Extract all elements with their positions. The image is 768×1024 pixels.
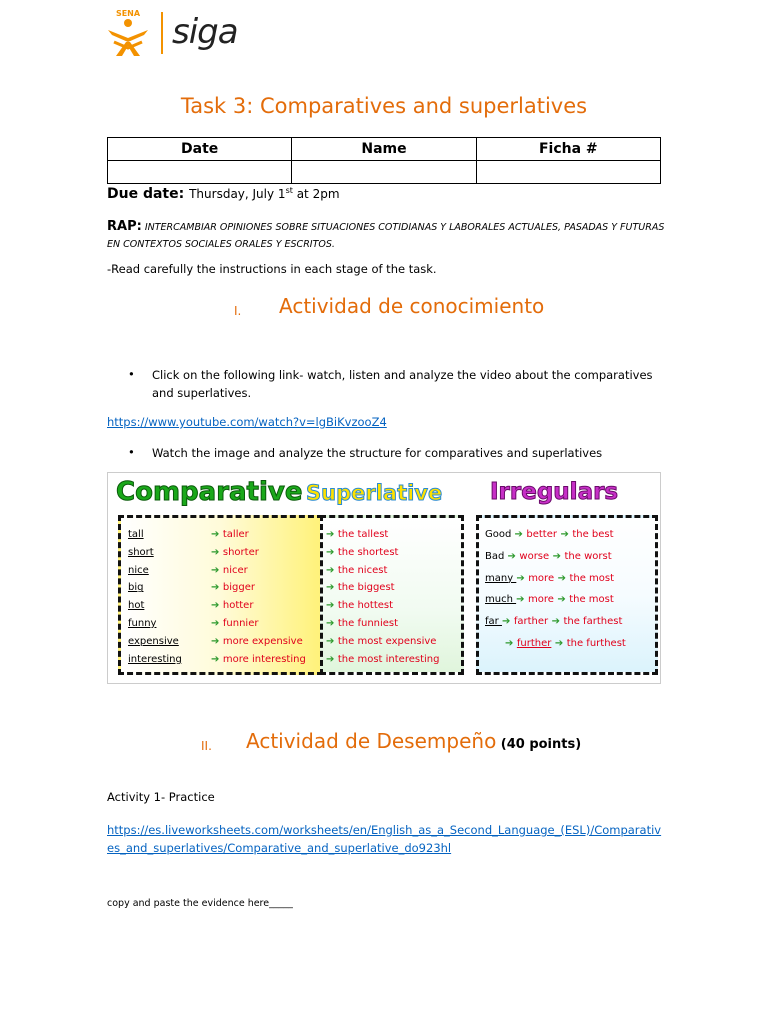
arrow-icon: ➔ [514,529,527,540]
irregular-base-word: much [485,594,517,606]
comparative-word: more expensive [222,635,303,647]
superlative-word: the most expensive [337,635,437,647]
superlative-form [326,636,436,647]
superlative-form [326,565,387,576]
section-1-number: I. [234,304,242,318]
arrow-icon: ➔ [549,550,565,562]
activity-1-label: Activity 1- Practice [107,790,215,804]
arrow-icon: ➔ [326,529,338,540]
superlative-word: the most interesting [337,653,440,665]
link-line-2[interactable]: es_and_superlatives/Comparative_and_superlative_do923hl [107,841,452,855]
irregular-superlative: the best [572,529,614,540]
sena-logo-text: SENA [115,9,141,18]
due-date-value: Thursday, July 1st at 2pm [189,186,340,201]
irregular-comparative: better [526,529,557,540]
logo-divider [161,12,163,54]
arrow-icon: ➔ [553,594,570,606]
arrow-icon: ➔ [326,618,338,629]
irregular-superlative: the furthest [566,638,626,649]
base-word: short [128,546,154,558]
irregular-row [505,638,626,649]
arrow-icon: ➔ [557,529,573,540]
irregular-comparative: worse [519,550,550,562]
irregular-superlative: the most [569,572,615,584]
irregular-comparative: further [516,638,552,649]
arrow-icon: ➔ [554,572,570,584]
arrow-icon: ➔ [211,582,223,594]
bullet-video-instruction: Click on the following link- watch, listen and analyze the video about the comparatives and superlatives. [152,368,653,400]
comparative-word: hotter [222,600,254,612]
siga-logo: siga [172,12,238,52]
comparative-form [211,565,248,576]
section-2-number: II. [201,739,212,753]
irregular-comparative: farther [513,616,549,628]
superlative-form [326,600,393,611]
base-word: interesting [128,653,182,665]
liveworksheets-link[interactable] [107,821,667,857]
irregular-superlative: the worst [564,550,612,562]
arrow-icon: ➔ [501,616,514,628]
comparative-word: nicer [222,564,248,576]
ficha-column-header: Ficha # [476,138,660,161]
irregular-row [485,573,614,584]
superlative-word: the biggest [337,582,395,594]
due-date-label: Due date: [107,186,185,202]
instructions-text: -Read carefully the instructions in each stage of the task. [107,262,437,276]
ficha-cell[interactable] [476,161,660,184]
date-cell[interactable] [108,161,292,184]
superlative-word: the tallest [337,529,389,540]
superlative-form [326,654,439,665]
comparative-form [211,529,249,540]
irregular-row [485,529,614,540]
copy-evidence-text: copy and paste the evidence here_____ [107,898,293,909]
arrow-icon: ➔ [326,653,338,665]
superlative-header: Superlative [306,481,443,505]
irregulars-header: Irregulars [490,479,619,505]
comparative-word: bigger [222,582,255,594]
irregular-superlative: the most [569,594,614,606]
student-info-table [107,137,661,184]
arrow-icon: ➔ [211,618,223,629]
comparative-form [211,600,253,611]
comparative-word: more interesting [222,653,306,665]
link-line-1[interactable]: https://es.liveworksheets.com/worksheets/en/English_as_a_Second_Language_(ESL)/Comparativ [107,823,662,837]
comparative-form [211,618,258,629]
page-title: Task 3: Comparatives and superlatives [180,94,588,118]
arrow-icon: ➔ [326,582,338,594]
superlative-word: the shortest [337,546,399,558]
rap-text: INTERCAMBIAR OPINIONES SOBRE SITUACIONES COTIDIANAS Y LABORALES ACTUALES, PASADAS Y FUTURAS EN CONTEXTOS SOCIALES ORALES Y ESCRITOS. [107,222,665,250]
due-date [107,186,340,202]
comparative-word: shorter [222,546,259,558]
arrow-icon: ➔ [516,594,528,606]
comparative-base-word [128,565,149,576]
rap-label: RAP: [107,219,142,234]
superlative-word: the hottest [337,600,394,612]
comparative-base-word [128,600,144,611]
superlative-form [326,547,398,558]
arrow-icon: ➔ [548,616,564,628]
irregular-superlative: the farthest [563,616,623,628]
youtube-link[interactable]: https://www.youtube.com/watch?v=lgBiKvzooZ4 [107,415,387,429]
arrow-icon: ➔ [211,546,223,558]
base-word: tall [128,529,144,540]
superlative-form [326,582,395,593]
bullet-image-instruction: Watch the image and analyze the structure for comparatives and superlatives [152,446,603,460]
base-word: hot [128,600,145,612]
section-2-title: Actividad de Desempeño [246,729,497,753]
comparative-form [211,547,259,558]
bullet-icon: • [128,367,135,381]
superlative-form [326,529,388,540]
comparative-word: funnier [222,618,259,629]
irregular-row [485,594,614,605]
comparative-word: taller [222,529,249,540]
grammar-chart-image [107,472,661,684]
arrow-icon: ➔ [326,546,338,558]
arrow-icon: ➔ [211,600,223,612]
comparative-base-word [128,654,182,665]
irregular-row [485,551,612,562]
irregular-comparative: more [527,594,554,606]
base-word: big [128,582,144,594]
name-cell[interactable] [292,161,476,184]
arrow-icon: ➔ [505,638,517,649]
comparative-base-word [128,547,154,558]
comparative-base-word [128,529,144,540]
section-2-points: (40 points) [500,737,582,752]
base-word: expensive [128,635,179,647]
arrow-icon: ➔ [211,564,223,576]
comparative-base-word [128,582,143,593]
name-column-header: Name [292,138,476,161]
base-word: funny [128,618,157,629]
rap-paragraph [107,218,667,253]
irregular-base-word: far [485,616,502,628]
date-column-header: Date [108,138,292,161]
arrow-icon: ➔ [326,564,338,576]
comparative-base-word [128,636,179,647]
arrow-icon: ➔ [211,635,223,647]
irregular-row [485,616,622,627]
superlative-word: the funniest [337,618,399,629]
sena-logo-icon [104,8,152,58]
arrow-icon: ➔ [326,635,338,647]
arrow-icon: ➔ [507,550,520,562]
irregular-base-word: many [485,572,517,584]
irregular-comparative: more [528,572,555,584]
comparative-base-word [128,618,156,629]
section-1-title: Actividad de conocimiento [279,294,545,318]
arrow-icon: ➔ [326,600,338,612]
comparative-form [211,636,303,647]
arrow-icon: ➔ [211,529,223,540]
irregular-base-word: Good [485,529,515,540]
bullet-icon: • [128,445,135,459]
comparative-form [211,654,306,665]
comparative-form [211,582,255,593]
arrow-icon: ➔ [211,653,223,665]
base-word: nice [128,564,149,576]
arrow-icon: ➔ [516,572,529,584]
superlative-form [326,618,398,629]
arrow-icon: ➔ [551,638,567,649]
superlative-word: the nicest [337,564,388,576]
section-2-heading [246,729,581,753]
comparative-header: Comparative [116,477,303,507]
irregular-base-word: Bad [485,550,508,562]
